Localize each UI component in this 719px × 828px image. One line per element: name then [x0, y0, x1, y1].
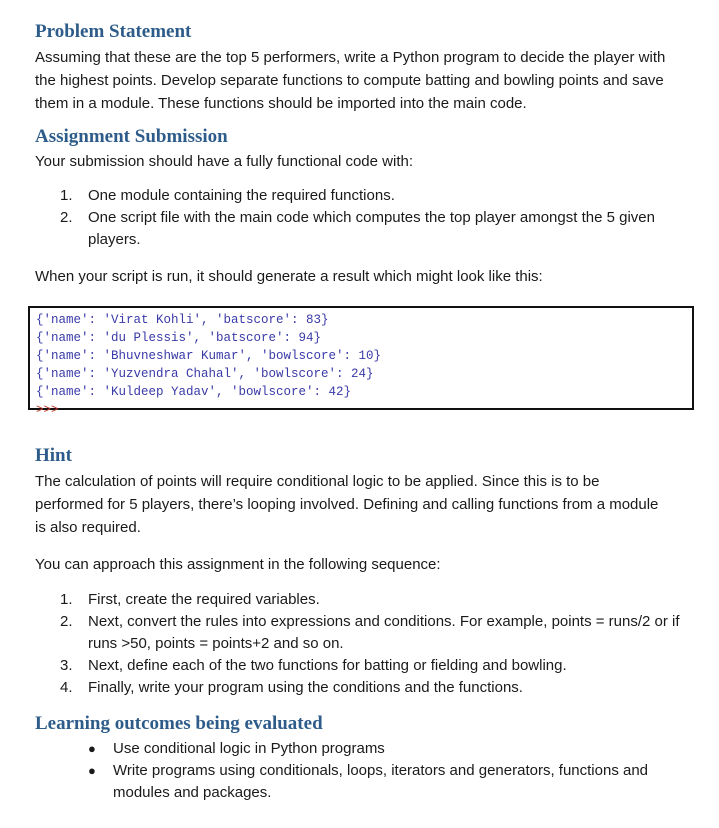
list-item-text: Next, convert the rules into expressions and conditions. For example, points = runs/2 or if runs >50, points = points+2 and so on.: [88, 613, 680, 652]
list-item: [35, 185, 695, 207]
sequence-intro: You can approach this assignment in the following sequence:: [35, 556, 441, 573]
hint-section: [35, 445, 700, 699]
list-item: [35, 655, 690, 677]
list-item-number: 1.: [60, 187, 73, 204]
problem-heading: Problem Statement: [35, 21, 192, 42]
code-output-box: [28, 306, 694, 417]
list-item-text: Finally, write your program using the conditions and the functions.: [88, 679, 523, 696]
list-item: [35, 589, 690, 611]
list-item-number: 1.: [60, 591, 73, 608]
outcomes-section: [35, 713, 700, 804]
list-item: [35, 677, 690, 699]
list-item-text: Use conditional logic in Python programs: [113, 740, 385, 757]
result-intro: When your script is run, it should generate a result which might look like this:: [35, 268, 543, 285]
list-item-text: Next, define each of the two functions for batting or fielding and bowling.: [88, 657, 567, 674]
code-output-line: {'name': 'Yuzvendra Chahal', 'bowlscore': 24}: [36, 367, 374, 381]
code-output-line: {'name': 'du Plessis', 'batscore': 94}: [36, 331, 322, 345]
submission-list: [35, 185, 695, 251]
problem-section: [35, 21, 700, 115]
list-item-number: 2.: [60, 209, 73, 226]
list-item: [35, 207, 695, 251]
list-item-text: One module containing the required functions.: [88, 187, 395, 204]
steps-list: [35, 589, 690, 699]
hint-body: The calculation of points will require conditional logic to be applied. Since this is to be performed for 5 players, there’s looping involved. Defining and calling functions from a module is also required.: [35, 473, 659, 536]
submission-heading: Assignment Submission: [35, 126, 228, 147]
list-item: [35, 611, 690, 655]
code-output-line: {'name': 'Kuldeep Yadav', 'bowlscore': 42}: [36, 385, 352, 399]
list-item: [35, 760, 685, 804]
submission-intro: Your submission should have a fully functional code with:: [35, 153, 414, 170]
list-item-number: 4.: [60, 679, 73, 696]
list-item-text: Write programs using conditionals, loops, iterators and generators, functions and modules and packages.: [113, 762, 649, 801]
problem-body: Assuming that these are the top 5 performers, write a Python program to decide the player with the highest points. Develop separate functions to compute batting and bowling points and save them in a module. These functions should be imported into the main code.: [35, 49, 666, 112]
bullet-icon: ●: [88, 741, 96, 756]
python-prompt: >>>: [36, 403, 59, 417]
list-item-number: 2.: [60, 613, 73, 630]
list-item: [35, 738, 685, 760]
code-output-line: {'name': 'Virat Kohli', 'batscore': 83}: [36, 313, 329, 327]
bullet-icon: ●: [88, 763, 96, 778]
code-output-line: {'name': 'Bhuvneshwar Kumar', 'bowlscore': 10}: [36, 349, 382, 363]
outcomes-heading: Learning outcomes being evaluated: [35, 713, 323, 734]
outcomes-list: [35, 738, 685, 804]
list-item-text: One script file with the main code which computes the top player amongst the 5 given players.: [88, 209, 655, 248]
list-item-text: First, create the required variables.: [88, 591, 320, 608]
list-item-number: 3.: [60, 657, 73, 674]
hint-heading: Hint: [35, 445, 72, 466]
submission-section: [35, 126, 700, 288]
